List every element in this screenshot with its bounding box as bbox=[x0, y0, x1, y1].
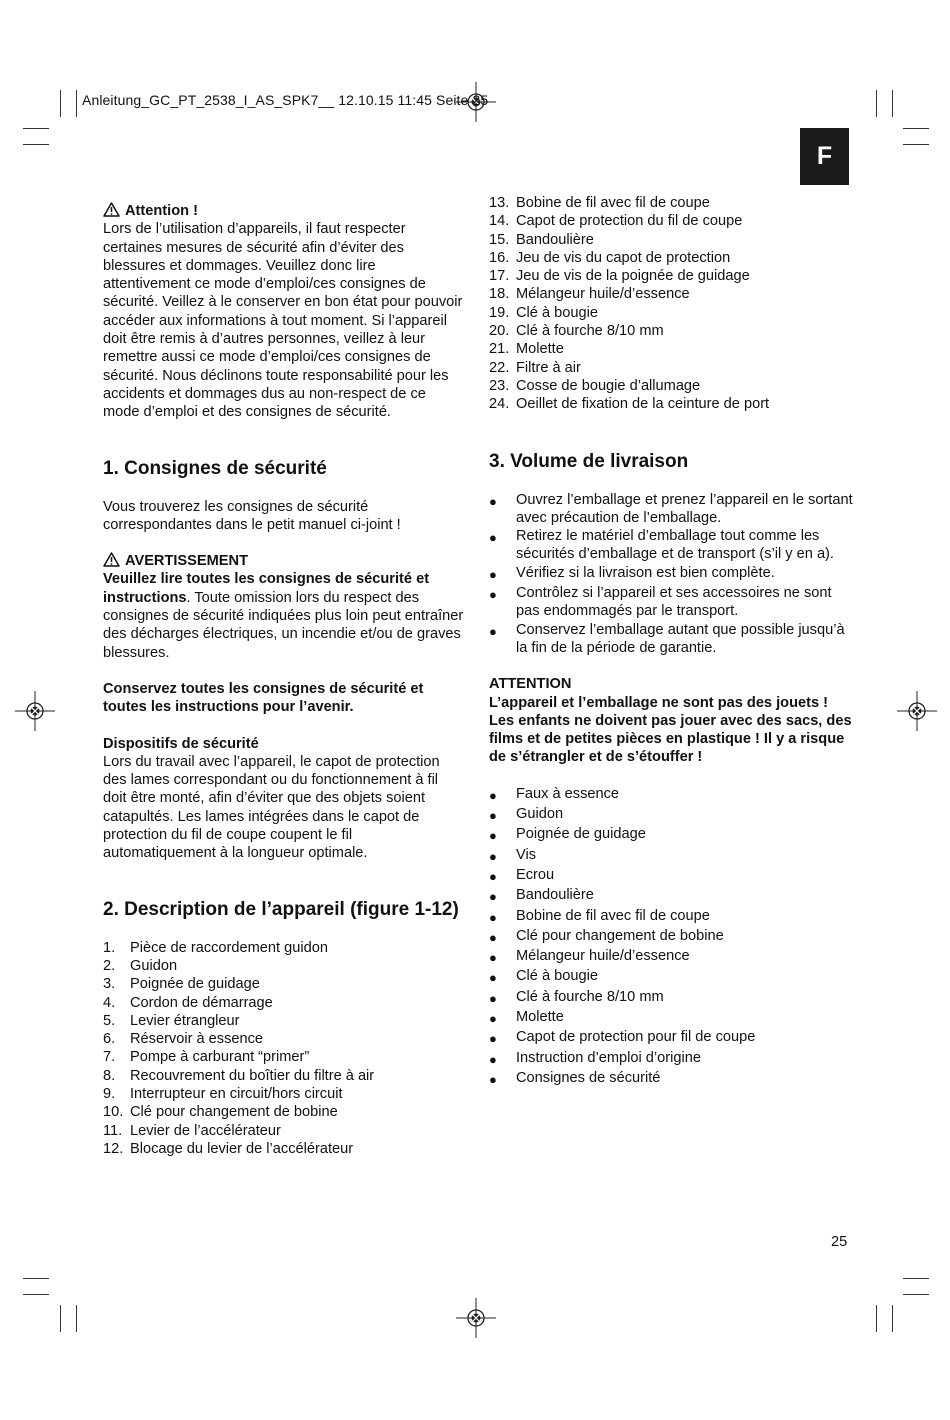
parts-list-item bbox=[489, 249, 854, 267]
delivery-step bbox=[489, 564, 854, 584]
item-label: Recouvrement du boîtier du filtre à air bbox=[130, 1067, 375, 1084]
delivery-content-item bbox=[489, 1008, 854, 1028]
item-number: 15. bbox=[489, 231, 510, 248]
bullet-text: Poignée de guidage bbox=[516, 826, 646, 843]
item-number: 21. bbox=[489, 341, 510, 358]
parts-list-item bbox=[103, 1122, 465, 1140]
delivery-steps-list bbox=[489, 491, 854, 658]
item-label: Molette bbox=[516, 341, 564, 358]
delivery-step bbox=[489, 621, 854, 658]
item-number: 17. bbox=[489, 268, 510, 285]
bullet-text: Consignes de sécurité bbox=[516, 1069, 661, 1086]
safety-devices-title: Dispositifs de sécurité bbox=[103, 735, 259, 752]
registration-mark-left-icon bbox=[15, 691, 55, 731]
item-number: 20. bbox=[489, 323, 510, 340]
delivery-content-item bbox=[489, 967, 854, 987]
bullet-text: Clé à bougie bbox=[516, 968, 598, 985]
attention-caps-text: L’appareil et l’emballage ne sont pas des jouets ! Les enfants ne doivent pas jouer avec des sacs, des films et de petites pièces en plastique ! Il y a risque de s’étrangler et de s’étouffer ! bbox=[489, 694, 852, 766]
section1-intro: Vous trouverez les consignes de sécurité correspondantes dans le petit manuel ci-joint ! bbox=[103, 498, 401, 533]
page-number: 25 bbox=[831, 1234, 848, 1250]
parts-list-item bbox=[103, 957, 465, 975]
item-label: Réservoir à essence bbox=[130, 1031, 264, 1048]
bullet-icon: ● bbox=[489, 929, 497, 945]
item-number: 13. bbox=[489, 195, 510, 211]
item-label: Cosse de bougie d’allumage bbox=[516, 377, 701, 394]
item-number: 23. bbox=[489, 377, 510, 394]
parts-list-item bbox=[103, 1048, 465, 1066]
item-label: Capot de protection du fil de coupe bbox=[516, 213, 743, 230]
item-number: 12. bbox=[103, 1140, 124, 1157]
attention-text: Lors de l’utilisation d’appareils, il faut respecter certaines mesures de sécurité afin d’éviter des blessures et dommages. Veuillez donc lire attentivement ce mode d’emploi/ces consignes de sécurité. Veillez à le conserver en bon état pour pouvoir accéder aux informations à tout moment. Si l’appareil doit être remis à d’autres personnes, veillez à leur remettre aussi ce mode d’emploi/ces consignes de sécurité. Nous déclinons toute responsabilité pour les accidents et dommages dus au non-respect de ce mode d’emploi et des consignes de sécurité. bbox=[103, 221, 463, 421]
bullet-text: Bandoulière bbox=[516, 887, 594, 904]
bullet-icon: ● bbox=[489, 566, 497, 582]
item-label: Jeu de vis du capot de protection bbox=[516, 249, 731, 266]
bullet-text: Contrôlez si l’appareil et ses accessoires ne sont pas endommagés par le transport. bbox=[516, 585, 832, 620]
parts-list-item bbox=[103, 1012, 465, 1030]
print-slug-header: Anleitung_GC_PT_2538_I_AS_SPK7__ 12.10.15 11:45 Seite 25 bbox=[82, 92, 489, 108]
bullet-icon: ● bbox=[489, 493, 497, 509]
item-label: Bobine de fil avec fil de coupe bbox=[516, 195, 710, 211]
item-number: 19. bbox=[489, 304, 510, 321]
attention-caps-title: ATTENTION bbox=[489, 676, 572, 693]
bullet-icon: ● bbox=[489, 1031, 497, 1047]
parts-list-item bbox=[489, 285, 854, 303]
delivery-content-item bbox=[489, 1028, 854, 1048]
warning-text: . Toute omission lors du respect des consignes de sécurité indiquées plus loin peut entraîner des décharges électriques, un incendie et/ou de graves blessures. bbox=[103, 589, 464, 661]
delivery-content-item bbox=[489, 947, 854, 967]
delivery-content-item bbox=[489, 886, 854, 906]
item-label: Filtre à air bbox=[516, 359, 581, 376]
delivery-step bbox=[489, 527, 854, 564]
parts-list bbox=[103, 939, 465, 1159]
bullet-text: Capot de protection pour fil de coupe bbox=[516, 1029, 756, 1046]
bullet-icon: ● bbox=[489, 623, 497, 639]
left-column bbox=[103, 202, 465, 1158]
bullet-text: Ouvrez l’emballage et prenez l’appareil en le sortant avec précaution de l’emballage. bbox=[516, 491, 853, 526]
bullet-text: Vérifiez si la livraison est bien complète. bbox=[516, 564, 775, 581]
bullet-icon: ● bbox=[489, 1051, 497, 1067]
item-number: 10. bbox=[103, 1104, 124, 1121]
bullet-text: Bobine de fil avec fil de coupe bbox=[516, 907, 710, 924]
warning-title: AVERTISSEMENT bbox=[125, 553, 248, 570]
delivery-content-item bbox=[489, 825, 854, 845]
parts-list-item bbox=[489, 194, 854, 212]
item-number: 7. bbox=[103, 1049, 116, 1066]
item-label: Oeillet de fixation de la ceinture de port bbox=[516, 396, 770, 413]
item-number: 24. bbox=[489, 396, 510, 413]
bullet-text: Clé pour changement de bobine bbox=[516, 927, 724, 944]
item-number: 2. bbox=[103, 957, 116, 974]
item-label: Pièce de raccordement guidon bbox=[130, 939, 328, 956]
parts-list-item bbox=[103, 994, 465, 1012]
item-number: 3. bbox=[103, 976, 116, 993]
warning-triangle-icon bbox=[103, 202, 120, 217]
bullet-icon: ● bbox=[489, 808, 497, 824]
delivery-content-item bbox=[489, 988, 854, 1008]
parts-list-item bbox=[489, 377, 854, 395]
item-number: 18. bbox=[489, 286, 510, 303]
section2-heading: 2. Description de l’appareil (figure 1-12) bbox=[103, 898, 459, 920]
bullet-icon: ● bbox=[489, 587, 497, 603]
safety-devices-text: Lors du travail avec l’appareil, le capot de protection des lames correspondant ou du fonctionnement à fil doit être monté, afin d’éviter que des objets soient catapultés. Les lames intégrées dans le capot de protection du fil de coupe coupent le fil automatiquement à la longueur optimale. bbox=[103, 753, 440, 862]
item-label: Bandoulière bbox=[516, 231, 594, 248]
parts-list-item bbox=[103, 1103, 465, 1121]
registration-mark-bottom-icon bbox=[456, 1298, 496, 1338]
parts-list-item bbox=[103, 939, 465, 957]
attention-heading bbox=[103, 202, 465, 220]
item-label: Guidon bbox=[130, 957, 178, 974]
bullet-icon: ● bbox=[489, 1071, 497, 1087]
attention-title: Attention ! bbox=[125, 203, 198, 219]
parts-list-item bbox=[103, 1030, 465, 1048]
item-number: 1. bbox=[103, 939, 116, 956]
item-label: Pompe à carburant “primer” bbox=[130, 1049, 310, 1066]
delivery-step bbox=[489, 584, 854, 621]
delivery-content-item bbox=[489, 846, 854, 866]
delivery-content-item bbox=[489, 927, 854, 947]
delivery-contents-list bbox=[489, 785, 854, 1089]
delivery-content-item bbox=[489, 907, 854, 927]
item-label: Interrupteur en circuit/hors circuit bbox=[130, 1085, 343, 1102]
item-label: Jeu de vis de la poignée de guidage bbox=[516, 268, 750, 285]
bullet-text: Ecrou bbox=[516, 866, 555, 883]
bullet-text: Mélangeur huile/d’essence bbox=[516, 948, 690, 965]
parts-list-item bbox=[103, 1140, 465, 1158]
bullet-icon: ● bbox=[489, 787, 497, 803]
item-label: Clé pour changement de bobine bbox=[130, 1104, 338, 1121]
delivery-step bbox=[489, 491, 854, 528]
item-number: 8. bbox=[103, 1067, 116, 1084]
item-number: 5. bbox=[103, 1012, 116, 1029]
item-number: 11. bbox=[103, 1122, 123, 1139]
section3-heading: 3. Volume de livraison bbox=[489, 450, 689, 472]
language-tab: F bbox=[800, 128, 849, 185]
bullet-icon: ● bbox=[489, 828, 497, 844]
item-label: Blocage du levier de l’accélérateur bbox=[130, 1140, 354, 1157]
item-number: 4. bbox=[103, 994, 116, 1011]
item-label: Mélangeur huile/d’essence bbox=[516, 286, 690, 303]
item-label: Clé à fourche 8/10 mm bbox=[516, 323, 664, 340]
item-number: 22. bbox=[489, 359, 510, 376]
bullet-text: Faux à essence bbox=[516, 785, 620, 802]
item-label: Poignée de guidage bbox=[130, 976, 260, 993]
bullet-icon: ● bbox=[489, 889, 497, 905]
item-label: Cordon de démarrage bbox=[130, 994, 273, 1011]
delivery-content-item bbox=[489, 866, 854, 886]
bullet-text: Retirez le matériel d’emballage tout comme les sécurités d’emballage et de transport (s’il y en a). bbox=[516, 528, 834, 563]
item-number: 9. bbox=[103, 1085, 116, 1102]
keep-instructions-note: Conservez toutes les consignes de sécurité et toutes les instructions pour l’avenir. bbox=[103, 680, 424, 716]
parts-list-item bbox=[103, 975, 465, 993]
item-number: 16. bbox=[489, 249, 510, 266]
item-label: Clé à bougie bbox=[516, 304, 598, 321]
warning-triangle-icon bbox=[103, 552, 120, 567]
delivery-content-item bbox=[489, 805, 854, 825]
warning-bold-lead: Veuillez lire toutes les consignes de sécurité et instructions bbox=[103, 571, 430, 606]
parts-list-item bbox=[489, 340, 854, 358]
bullet-text: Vis bbox=[516, 846, 537, 863]
bullet-text: Conservez l’emballage autant que possible jusqu’à la fin de la période de garantie. bbox=[516, 621, 845, 656]
warning-heading bbox=[103, 552, 465, 570]
parts-list-item bbox=[489, 212, 854, 230]
parts-list-item bbox=[489, 267, 854, 285]
parts-list-continued bbox=[489, 194, 854, 414]
item-label: Levier de l’accélérateur bbox=[130, 1122, 281, 1139]
bullet-text: Guidon bbox=[516, 806, 564, 823]
bullet-icon: ● bbox=[489, 868, 497, 884]
right-column bbox=[489, 194, 854, 1089]
delivery-content-item bbox=[489, 785, 854, 805]
item-number: 6. bbox=[103, 1031, 116, 1048]
bullet-icon: ● bbox=[489, 530, 497, 546]
item-label: Levier étrangleur bbox=[130, 1012, 240, 1029]
bullet-icon: ● bbox=[489, 950, 497, 966]
parts-list-item bbox=[489, 359, 854, 377]
bullet-icon: ● bbox=[489, 909, 497, 925]
bullet-text: Clé à fourche 8/10 mm bbox=[516, 988, 664, 1005]
parts-list-item bbox=[489, 231, 854, 249]
warning-paragraph bbox=[103, 570, 465, 661]
delivery-content-item bbox=[489, 1069, 854, 1089]
parts-list-item bbox=[489, 304, 854, 322]
parts-list-item bbox=[103, 1085, 465, 1103]
bullet-text: Instruction d’emploi d’origine bbox=[516, 1049, 701, 1066]
section1-heading: 1. Consignes de sécurité bbox=[103, 457, 327, 479]
parts-list-item bbox=[489, 322, 854, 340]
bullet-icon: ● bbox=[489, 1010, 497, 1026]
bullet-icon: ● bbox=[489, 970, 497, 986]
registration-mark-right-icon bbox=[897, 691, 937, 731]
bullet-icon: ● bbox=[489, 848, 497, 864]
parts-list-item bbox=[103, 1067, 465, 1085]
delivery-content-item bbox=[489, 1049, 854, 1069]
parts-list-item bbox=[489, 395, 854, 413]
bullet-text: Molette bbox=[516, 1008, 564, 1025]
bullet-icon: ● bbox=[489, 990, 497, 1006]
item-number: 14. bbox=[489, 213, 510, 230]
